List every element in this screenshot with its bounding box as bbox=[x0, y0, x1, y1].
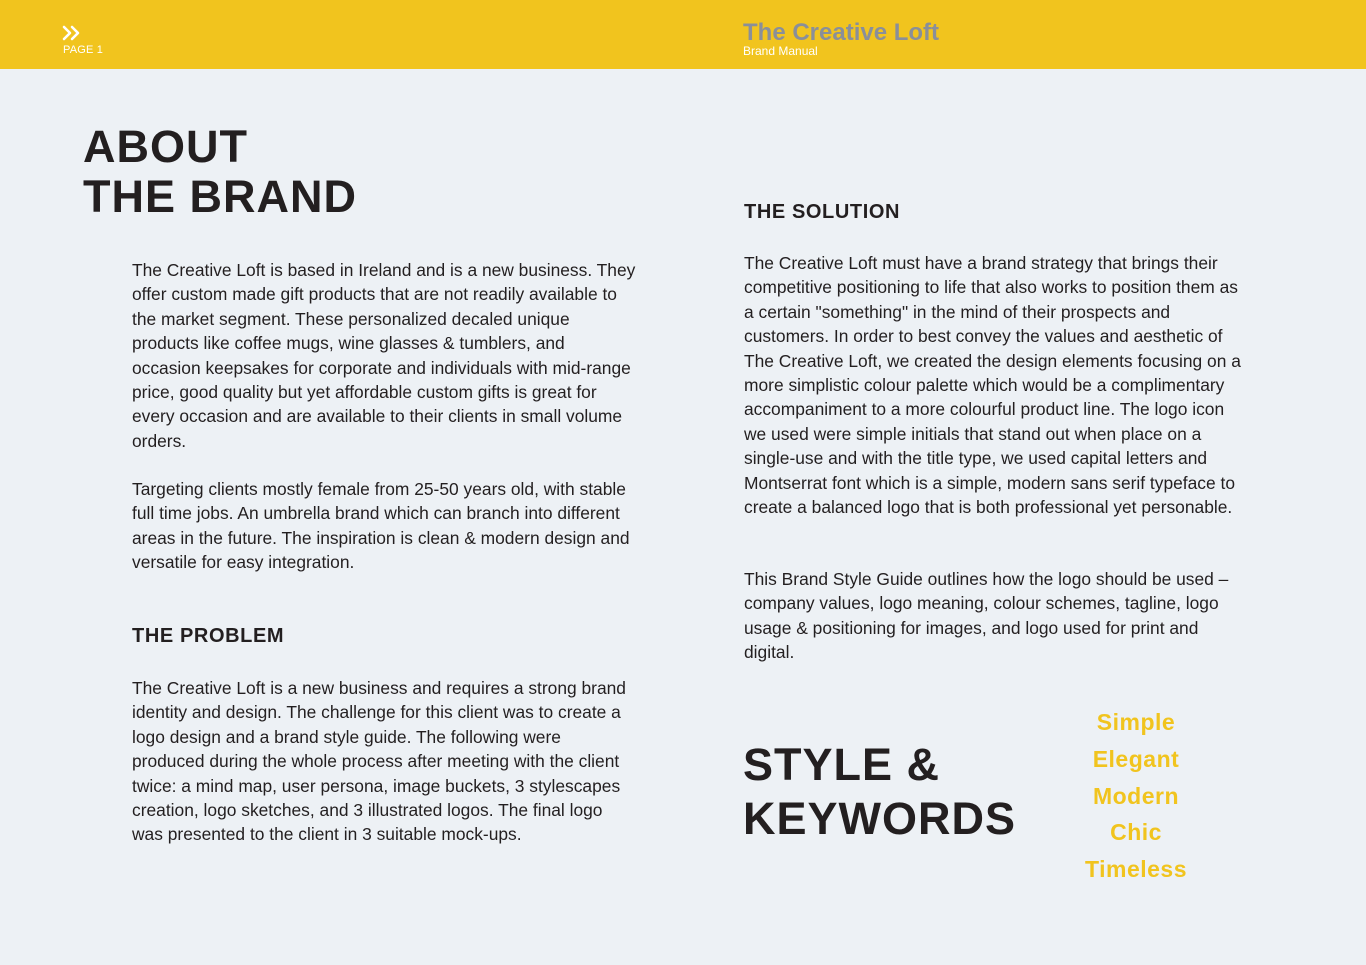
about-paragraph-1: The Creative Loft is based in Ireland and is a new business. They offer custom made gift products that are not readily available to the market segment. These personalized decaled unique products like coffee mugs, wine glasses & tumblers, and occasion keepsakes for corporate and individuals with mid-range price, good quality but yet affordable custom gifts is great for every occasion and are available to their clients in small volume orders. bbox=[132, 260, 636, 451]
keyword-item: Elegant bbox=[1092, 745, 1180, 772]
keyword-item: Timeless bbox=[1084, 856, 1188, 883]
solution-heading: THE SOLUTION bbox=[744, 201, 901, 223]
double-chevron-right-icon[interactable] bbox=[62, 25, 82, 41]
keyword-item: Simple bbox=[1096, 709, 1176, 735]
style-heading-line2: KEYWORDS bbox=[743, 792, 1017, 844]
brand-title: The Creative Loft bbox=[743, 19, 940, 46]
style-heading-line1: STYLE & bbox=[743, 739, 941, 790]
keyword-item: Chic bbox=[1110, 819, 1162, 846]
problem-paragraph: The Creative Loft is a new business and requires a strong brand identity and design. The challenge for this client was to create a logo design and a brand style guide. The following were produced during the whole process after meeting with the client twice: a mind map, user persona, image buckets, 3 stylescapes creation, logo sketches, and 3 illustrated logos. The final logo was presented to the client in 3 suitable mock-ups. bbox=[132, 678, 626, 845]
keyword-list bbox=[1066, 704, 1206, 888]
about-heading-line1: ABOUT bbox=[83, 121, 248, 172]
about-paragraph-2: Targeting clients mostly female from 25-50 years old, with stable full time jobs. An umbrella brand which can branch into different areas in the future. The inspiration is clean & modern design and versatile for easy integration. bbox=[132, 479, 630, 573]
solution-paragraph-2: This Brand Style Guide outlines how the logo should be used – company values, logo meaning, colour schemes, tagline, logo usage & positioning for images, and logo used for print and digital. bbox=[744, 569, 1229, 663]
about-heading bbox=[83, 122, 357, 223]
style-keywords-heading bbox=[743, 738, 1016, 845]
about-heading-line2: THE BRAND bbox=[83, 171, 357, 223]
brand-subtitle: Brand Manual bbox=[743, 44, 818, 58]
page-number: PAGE 1 bbox=[63, 44, 104, 56]
solution-paragraph-1: The Creative Loft must have a brand strategy that brings their competitive positioning to life that also works to position them as a certain "something" in the mind of their prospects and customers. In order to best convey the values and aesthetic of The Creative Loft, we created the design elements focusing on a more simplistic colour palette which would be a complimentary accompaniment to a more colourful product line. The logo icon we used were simple initials that stand out when place on a single-use and with the title type, we used capital letters and Montserrat font which is a simple, modern sans serif typeface to create a balanced logo that is both professional yet personable. bbox=[744, 253, 1241, 518]
page-header bbox=[0, 0, 1366, 69]
keyword-item: Modern bbox=[1092, 782, 1180, 809]
problem-heading: THE PROBLEM bbox=[132, 625, 285, 647]
